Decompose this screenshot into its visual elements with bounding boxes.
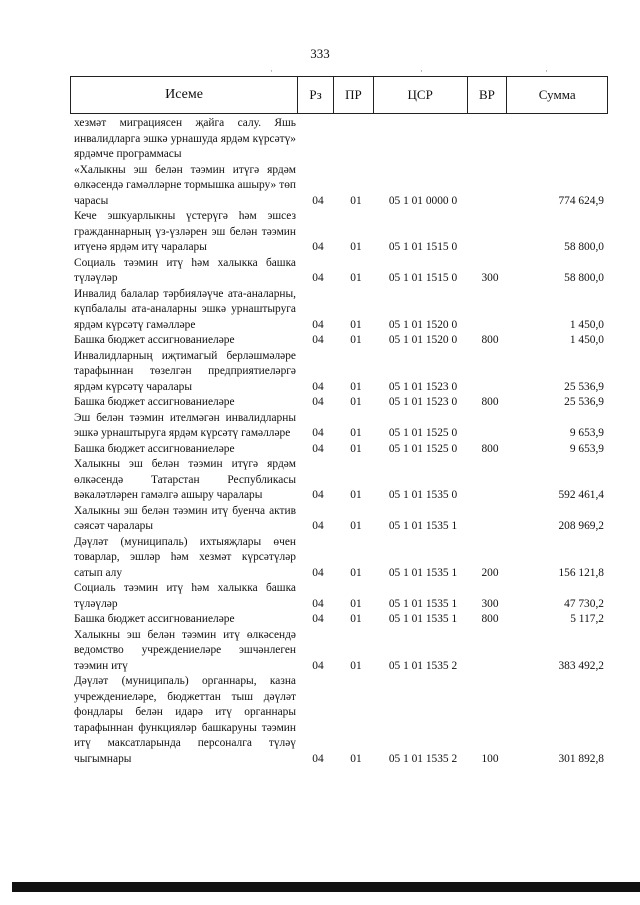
cell-name: Дәүләт (муниципаль) ихтыяҗлары өчен товарлар, эшләр һәм хезмәт күрсәтүләр сатып алу <box>74 535 296 579</box>
cell-rz: 04 <box>312 427 324 439</box>
table-row <box>74 442 604 458</box>
cell-vr: 800 <box>481 334 499 346</box>
cell-csr: 05 1 01 1535 0 <box>388 489 458 501</box>
table-row <box>74 457 604 504</box>
cell-sum: 1 450,0 <box>569 334 604 346</box>
cell-sum: 208 969,2 <box>558 520 604 532</box>
cell-name: Кече эшкуарлыкны үстерүгә һәм эшсез гражданнарның үз-үзләрен эш белән тәэмин итүенә ярдәм итү чаралары <box>74 210 296 253</box>
header-name: Исеме <box>71 77 298 113</box>
table-row <box>74 581 604 612</box>
cell-rz: 04 <box>312 566 324 579</box>
cell-name: Дәүләт (муниципаль) органнары, казна учреждениеләре, бюджеттан тыш дәүләт фондлары белән идарә итү органнары тарафыннан функцияләр башкаруны тәэмин итү максатларында персоналга түләү чыгымнары <box>74 675 296 765</box>
table-row <box>74 612 604 628</box>
cell-vr: 300 <box>481 597 499 610</box>
table-row <box>74 504 604 535</box>
scan-mark-dot: · <box>270 66 273 76</box>
cell-name: Башка бюджет ассигнованиеләре <box>74 396 235 408</box>
cell-csr: 05 1 01 1515 0 <box>388 272 458 284</box>
cell-rz: 04 <box>312 489 324 501</box>
cell-rz: 04 <box>312 194 324 207</box>
cell-vr: 100 <box>481 752 499 765</box>
cell-name: Социаль тәэмин итү һәм халыкка башка түләүләр <box>74 582 296 610</box>
table-row <box>74 535 604 582</box>
table-header <box>70 76 608 114</box>
cell-rz: 04 <box>312 442 324 455</box>
cell-vr: 300 <box>481 272 499 284</box>
cell-name: Башка бюджет ассигнованиеләре <box>74 613 235 625</box>
cell-csr: 05 1 01 1523 0 <box>388 380 458 393</box>
cell-pr: 01 <box>350 442 362 455</box>
cell-csr: 05 1 01 1523 0 <box>388 396 458 408</box>
cell-csr: 05 1 01 1535 1 <box>388 613 458 625</box>
table-row <box>74 333 604 349</box>
table-row <box>74 349 604 396</box>
header-csr: ЦСР <box>374 77 468 113</box>
cell-name: Инвалидларның иҗтимагый берләшмәләре тарафыннан төзелгән предприятиеләргә ярдәм күрсәтү чаралары <box>74 349 296 393</box>
cell-sum: 1 450,0 <box>569 318 604 331</box>
cell-sum: 47 730,2 <box>564 597 604 610</box>
cell-sum: 25 536,9 <box>564 396 604 408</box>
header-vr: ВР <box>468 77 508 113</box>
cell-csr: 05 1 01 1515 0 <box>388 241 458 253</box>
cell-name: Эш белән тәэмин ителмәгән инвалидларны эшкә урнаштыруга ярдәм күрсәтү гамәлләре <box>74 411 296 439</box>
cell-csr: 05 1 01 1535 1 <box>388 566 458 579</box>
table-row <box>74 287 604 334</box>
cell-rz: 04 <box>312 318 324 331</box>
cell-sum: 58 800,0 <box>564 272 604 284</box>
cell-pr: 01 <box>350 489 362 501</box>
cell-rz: 04 <box>312 396 324 408</box>
cell-csr: 05 1 01 1525 0 <box>388 427 458 439</box>
cell-pr: 01 <box>350 752 362 765</box>
cell-pr: 01 <box>350 272 362 284</box>
cell-vr: 800 <box>481 613 499 625</box>
cell-rz: 04 <box>312 334 324 346</box>
cell-name: Инвалид балалар тәрбияләүче ата-аналарны, күпбалалы ата-аналарны эшкә урнаштыруга ярдәм күрсәтү гамәлләре <box>74 287 296 331</box>
cell-pr: 01 <box>350 241 362 253</box>
cell-pr: 01 <box>350 194 362 207</box>
cell-csr: 05 1 01 1535 2 <box>388 752 458 765</box>
cell-rz: 04 <box>312 613 324 625</box>
table-row <box>74 209 604 256</box>
cell-name: «Халыкны эш белән тәэмин итүгә ярдәм өлкәсендә гамәлләрне тормышка ашыру» төп чарасы <box>74 163 296 207</box>
cell-name: Халыкны эш белән тәэмин итү өлкәсендә ведомство учреждениеләре эшчәнлеген тәэмин итү <box>74 628 296 672</box>
cell-pr: 01 <box>350 396 362 408</box>
cell-name: Халыкны эш белән тәэмин итүгә ярдәм өлкәсендә Татарстан Республикасы вәкаләтләрен гамәлгә ашыру чаралары <box>74 458 296 501</box>
cell-csr: 05 1 01 0000 0 <box>388 194 458 207</box>
cell-rz: 04 <box>312 380 324 393</box>
cell-rz: 04 <box>312 241 324 253</box>
table-row <box>74 674 604 767</box>
cell-pr: 01 <box>350 597 362 610</box>
cell-pr: 01 <box>350 520 362 532</box>
cell-csr: 05 1 01 1520 0 <box>388 318 458 331</box>
cell-vr: 200 <box>481 566 499 579</box>
cell-name: Социаль тәэмин итү һәм халыкка башка түләүләр <box>74 256 296 284</box>
cell-name: хезмәт миграциясен җайга салу. Яшь инвалидларга эшкә урнашуда ярдәм күрсәтү» ярдәмче программасы <box>74 117 296 160</box>
cell-sum: 301 892,8 <box>558 752 604 765</box>
table-row <box>74 628 604 675</box>
cell-vr: 800 <box>481 396 499 408</box>
header-rz: Рз <box>298 77 334 113</box>
cell-sum: 58 800,0 <box>564 241 604 253</box>
cell-vr: 800 <box>481 442 499 455</box>
cell-pr: 01 <box>350 318 362 331</box>
cell-sum: 5 117,2 <box>570 613 604 625</box>
cell-csr: 05 1 01 1535 1 <box>388 597 458 610</box>
cell-sum: 774 624,9 <box>558 194 604 207</box>
page-number: 333 <box>310 46 330 61</box>
cell-rz: 04 <box>312 659 324 672</box>
cell-pr: 01 <box>350 380 362 393</box>
cell-sum: 25 536,9 <box>564 380 604 393</box>
cell-rz: 04 <box>312 597 324 610</box>
cell-sum: 592 461,4 <box>558 489 604 501</box>
cell-csr: 05 1 01 1535 1 <box>388 520 458 532</box>
header-sum: Сумма <box>538 87 576 102</box>
cell-sum: 156 121,8 <box>558 566 604 579</box>
cell-csr: 05 1 01 1520 0 <box>388 334 458 346</box>
cell-name: Башка бюджет ассигнованиеләре <box>74 442 235 455</box>
cell-pr: 01 <box>350 334 362 346</box>
cell-pr: 01 <box>350 566 362 579</box>
cell-csr: 05 1 01 1525 0 <box>388 442 458 455</box>
cell-rz: 04 <box>312 752 324 765</box>
table-row <box>74 395 604 411</box>
table-row <box>74 116 604 163</box>
table-body <box>74 116 604 767</box>
cell-csr: 05 1 01 1535 2 <box>388 659 458 672</box>
cell-pr: 01 <box>350 659 362 672</box>
cell-sum: 9 653,9 <box>569 442 604 455</box>
header-pr: ПР <box>334 77 374 113</box>
cell-sum: 383 492,2 <box>558 659 604 672</box>
cell-rz: 04 <box>312 272 324 284</box>
scan-mark-dot: · <box>420 66 423 76</box>
cell-name: Халыкны эш белән тәэмин итү буенча актив сәясәт чаралары <box>74 504 296 532</box>
table-row <box>74 163 604 210</box>
cell-name: Башка бюджет ассигнованиеләре <box>74 334 235 346</box>
scan-mark-dot: · <box>545 66 548 76</box>
cell-pr: 01 <box>350 613 362 625</box>
cell-rz: 04 <box>312 520 324 532</box>
cell-pr: 01 <box>350 427 362 439</box>
scan-border <box>12 882 640 892</box>
table-row <box>74 411 604 442</box>
cell-sum: 9 653,9 <box>569 427 604 439</box>
table-row <box>74 256 604 287</box>
